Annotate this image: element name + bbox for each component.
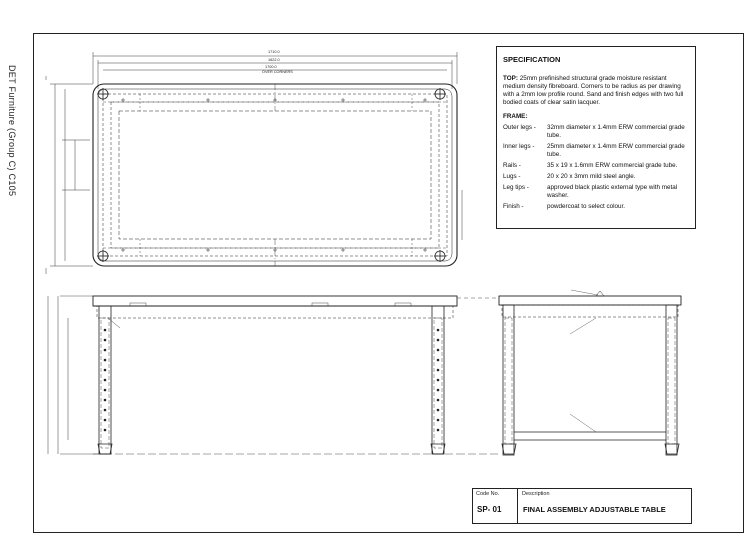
spec-row	[503, 143, 689, 159]
title-block-divider	[517, 489, 518, 523]
spec-row-key: Finish -	[503, 203, 524, 211]
spec-top-label: TOP:	[503, 74, 518, 82]
screw-marks	[121, 98, 427, 252]
spec-top-paragraph	[503, 75, 689, 107]
specification-box	[496, 46, 696, 229]
spec-row-key: Inner legs -	[503, 142, 535, 150]
leg-circles	[97, 88, 446, 262]
spec-row-value: 35 x 19 x 1.6mm ERW commercial grade tube.	[547, 162, 678, 170]
spec-row	[503, 203, 689, 211]
code-label: Code No.	[476, 491, 500, 497]
spec-row	[503, 124, 689, 140]
leg-adjustment-holes	[104, 329, 440, 432]
spec-row-value: 25mm diameter x 1.4mm ERW commercial grade tube.	[547, 142, 685, 158]
description-label: Description	[522, 491, 550, 497]
spec-row-key: Leg tips -	[503, 184, 529, 192]
spec-row-value: 32mm diameter x 1.4mm ERW commercial grade tube.	[547, 123, 685, 139]
dim-cutout-2: OVER CORNERS	[262, 70, 293, 74]
description-value: FINAL ASSEMBLY ADJUSTABLE TABLE	[523, 505, 666, 514]
side-label: DET Furniture (Group C) C105	[7, 65, 17, 197]
dim-inner-length: 1622.0	[268, 58, 280, 62]
code-value: SP- 01	[477, 505, 502, 514]
spec-row-key: Lugs -	[503, 173, 521, 181]
end-elevation	[499, 290, 681, 455]
spec-row-value: powdercoat to select colour.	[547, 203, 626, 211]
dim-cutout-1: 1700.0	[265, 65, 277, 69]
spec-row-value: approved black plastic external type with metal washer.	[547, 184, 678, 200]
spec-frame-label: FRAME:	[503, 112, 528, 120]
title-block	[472, 488, 692, 524]
spec-row-key: Rails -	[503, 162, 521, 170]
spec-row-key: Outer legs -	[503, 123, 536, 131]
top-view-dimensions	[46, 52, 462, 274]
spec-row	[503, 162, 689, 170]
spec-heading: SPECIFICATION	[503, 55, 561, 64]
spec-row	[503, 173, 689, 181]
table-top-plan-view	[93, 84, 457, 266]
spec-top-text: 25mm prefinished structural grade moisture resistant medium density fibreboard. Corners to be radius as per drawing with a 2mm low profile round. Sand and finish edges with two full bodied coats of clear satin lacquer.	[503, 74, 684, 106]
front-elevation	[48, 296, 500, 454]
spec-row-value: 20 x 20 x 3mm mild steel angle.	[547, 173, 636, 181]
spec-row	[503, 184, 689, 200]
dim-overall-length: 1710.0	[268, 50, 280, 54]
